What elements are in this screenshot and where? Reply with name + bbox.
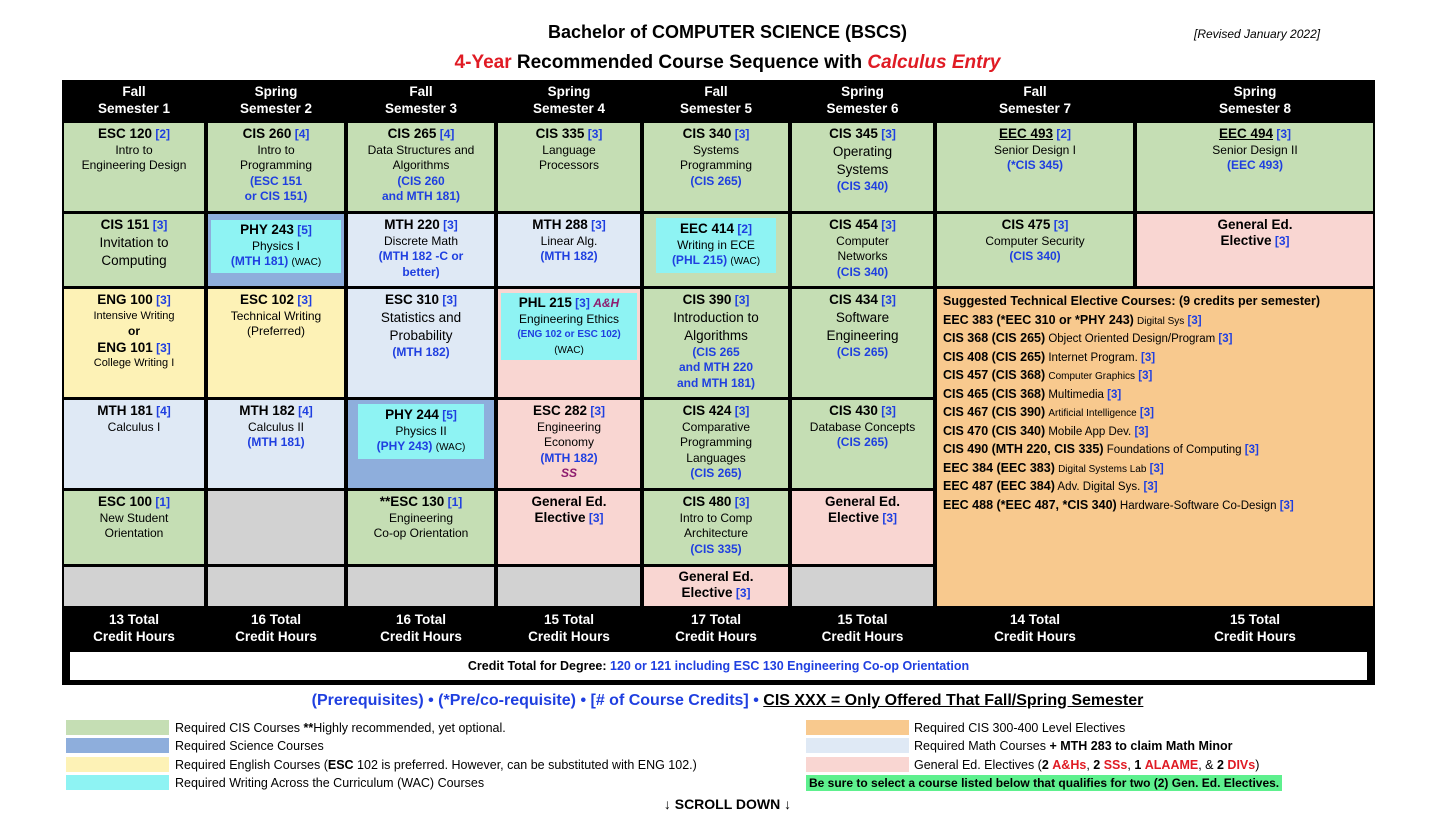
elective-code: CIS 408 (CIS 265) <box>943 349 1046 364</box>
course-esc102: ESC 102 [3] Technical Writing (Preferred) <box>208 289 344 397</box>
elective-credits: [3] <box>1187 314 1202 327</box>
elective-name: Computer Graphics <box>1048 371 1136 382</box>
legend-swatch-english <box>66 757 169 772</box>
revised-date: [Revised January 2022] <box>1194 27 1321 41</box>
legend-heading: (Prerequisites) • (*Pre/co-requisite) • [# of Course Credits] • CIS XXX = Only Offered That Fall/Spring Semester <box>311 692 1144 709</box>
elective-name: Adv. Digital Sys. <box>1057 481 1141 493</box>
elective-name: Object Oriented Design/Program <box>1048 333 1216 345</box>
semester-season: Spring <box>1233 84 1277 99</box>
credit-total-row <box>70 652 1367 680</box>
elective-item <box>943 404 1367 423</box>
elective-name: Foundations of Computing <box>1106 444 1242 456</box>
technical-electives-list <box>937 289 1373 606</box>
legend-swatch-cis <box>66 720 169 735</box>
course-cis260: CIS 260 [4] Intro to Programming (ESC 151 or CIS 151) <box>208 123 344 211</box>
elective-code: EEC 383 (*EEC 310 or *PHY 243) <box>943 312 1134 327</box>
elective-name: Multimedia <box>1048 388 1104 401</box>
scroll-down-indicator[interactable]: ↓ SCROLL DOWN ↓ <box>663 796 792 812</box>
elective-credits: [3] <box>1134 425 1149 438</box>
course-cis151: CIS 151 [3] Invitation to Computing <box>64 214 204 286</box>
course-cis430: CIS 430 [3] Database Concepts (CIS 265) <box>792 400 933 488</box>
elective-credits: [3] <box>1107 388 1122 401</box>
elective-item <box>943 367 1367 386</box>
elective-code: EEC 488 (*EEC 487, *CIS 340) <box>943 497 1117 512</box>
semester-header <box>496 80 642 120</box>
elective-item <box>943 497 1367 516</box>
elective-name: Internet Program. <box>1048 351 1138 364</box>
gened-elective: General Ed. Elective [3] <box>498 491 640 564</box>
course-esc282: ESC 282 [3] Engineering Economy (MTH 182) SS <box>498 400 640 488</box>
course-cis390: CIS 390 [3] Introduction to Algorithms (CIS 265 and MTH 220 and MTH 181) <box>644 289 788 397</box>
elective-item <box>943 312 1367 331</box>
course-eng100: ENG 100 [3] Intensive Writing or ENG 101 [3] College Writing I <box>64 289 204 397</box>
subtitle-prefix: 4-Year <box>454 52 512 73</box>
elective-code: CIS 467 (CIS 390) <box>943 405 1046 419</box>
semester-season: Fall <box>122 84 146 99</box>
course-cis480: CIS 480 [3] Intro to Comp Architecture (CIS 335) <box>644 491 788 564</box>
legend-swatch-math <box>806 738 909 753</box>
elective-items <box>943 312 1367 516</box>
course-cis475: CIS 475 [3] Computer Security (CIS 340) <box>937 214 1133 286</box>
gened-elective: General Ed. Elective [3] <box>792 491 933 564</box>
semester-total: 14 Total Credit Hours <box>994 612 1076 644</box>
electives-heading: Suggested Technical Elective Courses: (9 credits per semester) <box>943 294 1320 308</box>
course-eec494: EEC 494 [3] Senior Design II (EEC 493) <box>1137 123 1373 211</box>
empty-slot <box>792 567 933 606</box>
semester-header <box>206 80 346 120</box>
course-mth182: MTH 182 [4] Calculus II (MTH 181) <box>208 400 344 488</box>
semester-header <box>346 80 496 120</box>
elective-code: CIS 457 (CIS 368) <box>943 368 1046 382</box>
gened-elective: General Ed. Elective [3] <box>644 567 788 606</box>
course-cis454: CIS 454 [3] Computer Networks (CIS 340) <box>792 214 933 286</box>
legend-item-science: Required Science Courses <box>175 739 324 753</box>
elective-name: Hardware-Software Co-Design <box>1119 499 1277 512</box>
elective-item <box>943 386 1367 405</box>
credit-total-value: 120 or 121 including ESC 130 Engineering Co-op Orientation <box>610 659 970 673</box>
semester-total: 16 Total Credit Hours <box>380 612 462 644</box>
legend-swatch-science <box>66 738 169 753</box>
elective-credits: [3] <box>1244 444 1259 456</box>
semester-total: 15 Total Credit Hours <box>821 612 904 644</box>
course-esc100: ESC 100 [1] New Student Orientation <box>64 491 204 564</box>
semester-season: Spring <box>841 84 884 99</box>
course-cis265: CIS 265 [4] Data Structures and Algorithms (CIS 260 and MTH 181) <box>348 123 494 211</box>
course-esc130: **ESC 130 [1] Engineering Co-op Orientation <box>348 491 494 564</box>
course-cis345: CIS 345 [3] Operating Systems (CIS 340) <box>792 123 933 211</box>
elective-item <box>943 441 1367 460</box>
legend-swatch-electives <box>806 720 909 735</box>
elective-credits: [3] <box>1141 351 1156 364</box>
semester-total: 15 Total Credit Hours <box>1214 612 1296 644</box>
page-title: Bachelor of COMPUTER SCIENCE (BSCS) <box>547 22 908 42</box>
course-phl215: PHL 215 [3] A&H Engineering Ethics (ENG 102 or ESC 102) (WAC) <box>498 289 640 397</box>
course-cis424: CIS 424 [3] Comparative Programming Languages (CIS 265) <box>644 400 788 488</box>
semester-label: Semester 6 <box>826 101 899 116</box>
course-phy244: PHY 244 [5] Physics II (PHY 243) (WAC) <box>348 400 494 488</box>
legend-item-math: Required Math Courses + MTH 283 to claim Math Minor <box>914 739 1233 753</box>
elective-name: Artificial Intelligence <box>1048 408 1137 419</box>
legend-swatch-gened <box>806 757 909 772</box>
semester-header <box>1135 80 1375 120</box>
course-mth288: MTH 288 [3] Linear Alg. (MTH 182) <box>498 214 640 286</box>
elective-code: CIS 490 (MTH 220, CIS 335) <box>943 442 1104 456</box>
empty-slot <box>208 567 344 606</box>
course-cis335: CIS 335 [3] Language Processors <box>498 123 640 211</box>
semester-total: 17 Total Credit Hours <box>675 612 757 644</box>
semester-header <box>790 80 935 120</box>
elective-credits: [3] <box>1149 462 1164 475</box>
gened-note: Be sure to select a course listed below that qualifies for two (2) Gen. Ed. Electives. <box>806 775 1282 791</box>
legend-item-gened: General Ed. Electives (2 A&Hs, 2 SSs, 1 ALAAME, & 2 DIVs) <box>914 758 1260 772</box>
elective-credits: [3] <box>1139 407 1154 419</box>
legend-item-electives: Required CIS 300-400 Level Electives <box>914 721 1126 735</box>
legend-swatch-wac <box>66 775 169 790</box>
course-mth220: MTH 220 [3] Discrete Math (MTH 182 -C or better) <box>348 214 494 286</box>
course-sequence-grid <box>62 80 1375 685</box>
semester-season: Spring <box>547 84 591 99</box>
elective-credits: [3] <box>1279 499 1294 512</box>
course-esc310: ESC 310 [3] Statistics and Probability (MTH 182) <box>348 289 494 397</box>
elective-item <box>943 349 1367 368</box>
semester-label: Semester 7 <box>998 101 1072 116</box>
legend-item-english: Required English Courses (ESC 102 is preferred. However, can be substituted with ENG 102.) <box>175 758 697 772</box>
elective-credits: [3] <box>1218 333 1233 345</box>
semester-season: Fall <box>1023 84 1047 99</box>
elective-code: EEC 384 (EEC 383) <box>943 460 1055 475</box>
gened-elective: General Ed. Elective [3] <box>1137 214 1373 286</box>
course-esc120: ESC 120 [2] Intro to Engineering Design <box>64 123 204 211</box>
elective-name: Mobile App Dev. <box>1048 425 1132 438</box>
empty-slot <box>498 567 640 606</box>
page-subtitle <box>0 52 1455 74</box>
elective-item <box>943 423 1367 442</box>
elective-name: Digital Systems Lab <box>1058 463 1147 475</box>
credit-total-label: Credit Total for Degree: <box>467 659 607 673</box>
course-mth181: MTH 181 [4] Calculus I <box>64 400 204 488</box>
elective-credits: [3] <box>1138 370 1153 382</box>
empty-slot <box>208 491 344 564</box>
empty-slot <box>64 567 204 606</box>
semester-season: Spring <box>254 84 298 99</box>
semester-total: 15 Total Credit Hours <box>528 612 610 644</box>
elective-code: EEC 487 (EEC 384) <box>943 479 1055 493</box>
semester-label: Semester 3 <box>384 101 458 116</box>
elective-code: CIS 368 (CIS 265) <box>943 331 1046 345</box>
semester-label: Semester 8 <box>1218 101 1292 116</box>
course-eec493: EEC 493 [2] Senior Design I (*CIS 345) <box>937 123 1133 211</box>
elective-item <box>943 460 1367 479</box>
semester-label: Semester 2 <box>239 101 313 116</box>
semester-header <box>935 80 1135 120</box>
course-eec414: EEC 414 [2] Writing in ECE (PHL 215) (WAC) <box>644 214 788 286</box>
course-phy243: PHY 243 [5] Physics I (MTH 181) (WAC) <box>208 214 344 286</box>
elective-item <box>943 330 1367 349</box>
semester-season: Fall <box>409 84 433 99</box>
legend-item-cis: Required CIS Courses **Highly recommended, yet optional. <box>175 721 506 735</box>
elective-credits: [3] <box>1143 481 1158 493</box>
semester-label: Semester 4 <box>532 101 606 116</box>
semester-season: Fall <box>704 84 728 99</box>
empty-slot <box>348 567 494 606</box>
semester-total: 13 Total Credit Hours <box>93 612 175 644</box>
semester-label: Semester 1 <box>97 101 171 116</box>
semester-total: 16 Total Credit Hours <box>235 612 317 644</box>
semester-header <box>62 80 206 120</box>
elective-code: CIS 470 (CIS 340) <box>943 423 1046 438</box>
semester-header <box>642 80 790 120</box>
subtitle-mid: Recommended Course Sequence with <box>511 52 868 73</box>
semester-label: Semester 5 <box>679 101 753 116</box>
course-cis340: CIS 340 [3] Systems Programming (CIS 265) <box>644 123 788 211</box>
subtitle-suffix: Calculus Entry <box>867 52 1001 73</box>
legend-item-wac: Required Writing Across the Curriculum (WAC) Courses <box>175 776 485 790</box>
elective-code: CIS 465 (CIS 368) <box>943 386 1046 401</box>
elective-item <box>943 478 1367 497</box>
course-cis434: CIS 434 [3] Software Engineering (CIS 265) <box>792 289 933 397</box>
elective-name: Digital Sys <box>1137 315 1185 327</box>
